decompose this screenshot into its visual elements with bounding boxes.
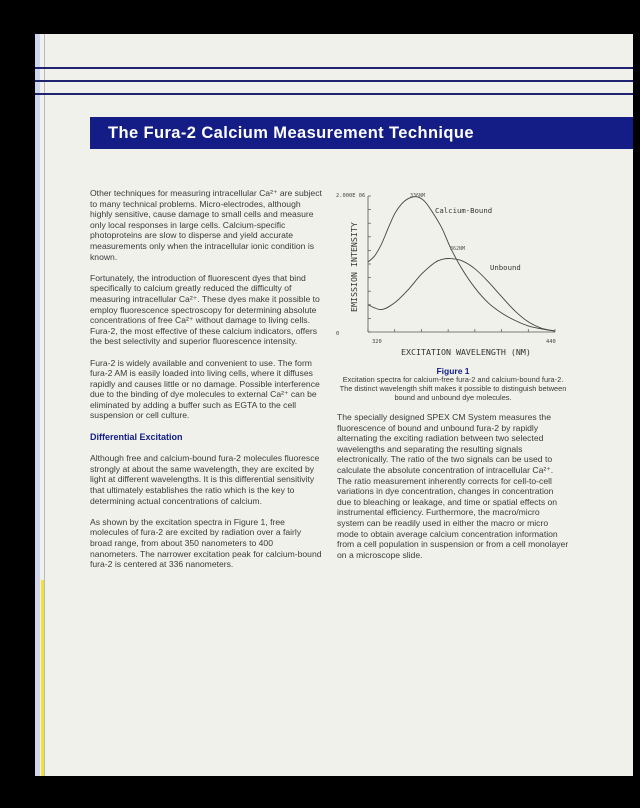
series-line-calcium-bound [368, 197, 555, 331]
x-tick-label: 440 [546, 339, 556, 345]
series-line-unbound [368, 258, 555, 331]
binding-line [44, 34, 45, 776]
y-bottom-tick-label: 0 [336, 331, 340, 337]
figure-caption: Excitation spectra for calcium-free fura-2 and calcium-bound fura-2. The distinct wavelength shift makes it possible to distinguish between bound and unbound dye molecules. [339, 375, 567, 403]
paragraph: Fortunately, the introduction of fluorescent dyes that bind specifically to calcium greatly reduced the difficulty of measuring intracellular Ca²⁺. These dyes make it possible to employ fluorescence spectroscopy for determining absolute concentrations of free Ca²⁺ without damage to living cells. Fura-2, the most effective of these calcium indicators, offers the best selectivity and superior fluorescence intensity. [90, 272, 320, 347]
series-label-unbound: Unbound [490, 263, 521, 272]
section-heading: Differential Excitation [90, 431, 183, 442]
peak-label-calcium-bound: 336NM [410, 193, 426, 199]
left-column [90, 188, 322, 580]
header-rule-1 [35, 67, 633, 69]
right-column [337, 412, 569, 571]
x-axis-label: EXCITATION WAVELENGTH (NM) [401, 347, 531, 357]
header-rule-3 [35, 93, 633, 95]
page-title: The Fura-2 Calcium Measurement Technique [90, 117, 633, 149]
paragraph: The specially designed SPEX CM System measures the fluorescence of bound and unbound fura-2 by rapidly alternating the exciting radiation between two selected wavelengths and separating the resulting signals electronically. The ratio of the two signals can be used to calculate the absolute concentration of intracellular Ca²⁺. The ratio measurement inherently corrects for cell-to-cell variations in dye concentration, changes in concentration due to bleaching or leakage, and time or spatial effects on instrumental efficiency. Furthermore, the macro/micro system can be readily used in either the macro or micro mode to obtain average calcium concentration information from a cell population in suspension or from a cell monolayer on a microscope slide. [337, 412, 569, 560]
x-tick-label: 320 [372, 339, 382, 345]
peak-label-unbound: 362NM [450, 246, 466, 252]
paragraph: As shown by the excitation spectra in Figure 1, free molecules of fura-2 are excited by radiation over a fairly broad range, from about 350 nanometers to 400 nanometers. The narrower excitation peak for calcium-bound fura-2 is centered at 336 nanometers. [90, 516, 322, 570]
figure-label: Figure 1 [436, 366, 470, 376]
y-axis-label: EMISSION INTENSITY [349, 222, 359, 312]
paragraph: Fura-2 is widely available and convenient to use. The form fura-2 AM is easily loaded into living cells, where it diffuses rapidly and causes little or no damage. Possible interference due to the binding of dye molecules to external Ca²⁺ can be eliminated by adding a buffer such as EGTA to the cell suspension or cell culture. [90, 357, 320, 421]
paragraph: Although free and calcium-bound fura-2 molecules fluoresce strongly at about the same wavelength, they are excited by light at different wavelengths. It is this differential sensitivity that ultimately establishes the ratio which is the key to determining actual concentrations of calcium. [90, 453, 320, 506]
excitation-spectra-chart [330, 182, 570, 360]
page-edge-blue [35, 34, 40, 776]
series-label-calcium-bound: Calcium-Bound [435, 206, 493, 215]
y-top-tick-label: 2.000E 06 [336, 193, 366, 199]
paragraph: Other techniques for measuring intracellular Ca²⁺ are subject to many technical problems. Micro-electrodes, although highly sensitive, cause damage to small cells and measure only local responses in large cells. Calcium-specific photoproteins are slow to disperse and yield accurate measurements only when the intracellular ionic condition is known. [90, 188, 322, 262]
header-rule-2 [35, 80, 633, 82]
